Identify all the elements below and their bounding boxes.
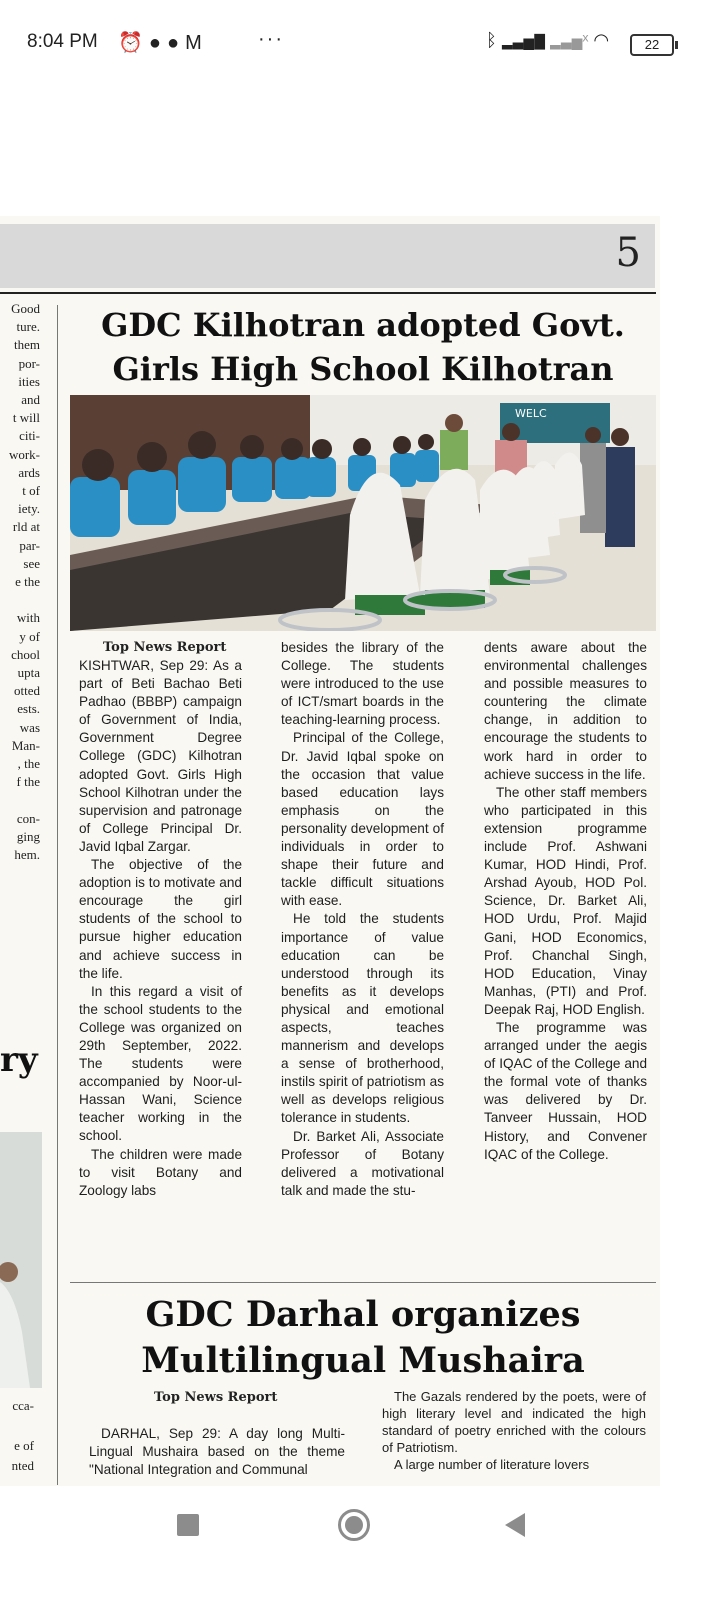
article1-col2-para2: Principal of the College, Dr. Javid Iqbal spoke on the occasion that value based education lays emphasis on the personality development of individuals in order to shape their future and tackle difficult situations with ease. bbox=[281, 730, 444, 909]
left-fragment-line: e the bbox=[15, 574, 40, 590]
left-fragment-lower-line: nted bbox=[11, 1458, 34, 1473]
left-fragment-line: ities bbox=[18, 373, 40, 389]
messenger-icon: ● bbox=[148, 32, 167, 54]
left-fragment-line: otted bbox=[14, 683, 40, 699]
classroom-photo-illustration bbox=[70, 395, 656, 631]
left-fragment-line: ests. bbox=[17, 701, 40, 717]
left-fragment-line: t of bbox=[22, 483, 40, 499]
left-fragment-line: see bbox=[23, 555, 40, 571]
left-column-fragment bbox=[0, 300, 40, 864]
whatsapp-icon: ● bbox=[167, 32, 186, 54]
recent-apps-button[interactable] bbox=[177, 1514, 199, 1536]
article1-col3-para3: The programme was arranged under the aegis of IQAC of the College and the formal vote of thanks was delivered by Dr. Tanveer Hussain, HOD History, and Convener IQAC of the College. bbox=[484, 1019, 647, 1162]
article1-column-2 bbox=[281, 639, 444, 1200]
article2-col2-para2: A large number of literature lovers bbox=[394, 1457, 590, 1472]
left-fragment-lower-line: cca- bbox=[12, 1398, 34, 1413]
left-fragment-line: Good bbox=[11, 301, 40, 316]
article1-photo bbox=[70, 395, 656, 631]
home-button[interactable] bbox=[338, 1509, 370, 1541]
left-fragment-line bbox=[0, 591, 40, 609]
article1-column-3 bbox=[484, 639, 647, 1164]
left-fragment-line: t will bbox=[12, 410, 40, 426]
left-fragment-line: con- bbox=[16, 810, 40, 826]
left-fragment-line: them bbox=[14, 337, 40, 353]
system-icons bbox=[486, 30, 609, 51]
article2-headline-line1: GDC Darhal organizes bbox=[145, 1294, 581, 1335]
left-fragment-line: was bbox=[19, 719, 40, 735]
left-photo-fragment bbox=[0, 1132, 42, 1388]
left-fragment-line: y of bbox=[19, 628, 40, 644]
article1-col2-para1: besides the library of the College. The students were introduced to the use of ICT/smart boards in the teaching-learning process. bbox=[281, 640, 444, 728]
article1-col3-para2: The other staff members who participated in this extension programme include Prof. Ashwani Kumar, HOD Hindi, Prof. Arshad Ayoub, HOD Pol. Science, Dr. Barket Ali, HOD Urdu, Prof. Majid Gani, HOD Economics, Prof. Chanchal Singh, HOD Education, Vinay Manhas, (PTI) and Prof. Deepak Raj, HOD English. bbox=[484, 784, 647, 1017]
bluetooth-icon: ᛒ bbox=[486, 30, 497, 50]
left-fragment-line: rld at bbox=[12, 519, 40, 535]
article2-column-1 bbox=[89, 1425, 345, 1485]
page-header-band bbox=[0, 224, 655, 288]
article2-headline-line2: Multilingual Mushaira bbox=[141, 1340, 585, 1381]
article1-col2-para4: Dr. Barket Ali, Associate Professor of Botany delivered a motivational talk and made the stu- bbox=[281, 1128, 444, 1198]
article1-column-1 bbox=[79, 657, 242, 1200]
left-fragment-line: ture. bbox=[16, 319, 40, 335]
left-fragment-line: citi- bbox=[19, 428, 40, 444]
article1-headline bbox=[66, 303, 660, 391]
wifi-icon: ◠ bbox=[593, 30, 610, 50]
left-fragment-line: with bbox=[16, 610, 40, 626]
article2-col2-para1: The Gazals rendered by the poets, were of high literary level and indicated the high standard of poetry enriched with the colours of Patriotism. bbox=[382, 1389, 646, 1455]
article1-col1-para1: KISHTWAR, Sep 29: As a part of Beti Bachao Beti Padhao (BBBP) campaign of Government of India, Government Degree College (GDC) Kilhotran adopted Govt. Girls High School Kilhotran under the supervision and patronage of College Principal Dr. Javid Iqbal Zargar. bbox=[79, 658, 242, 854]
article-separator bbox=[70, 1282, 656, 1283]
left-fragment-lower-line: e of bbox=[14, 1438, 34, 1453]
article2-headline bbox=[66, 1292, 660, 1384]
article1-col1-para2: The objective of the adoption is to motivate and encourage the girl students of the school to pursue higher education and achieve success in the life. bbox=[79, 857, 242, 981]
left-fragment-line: par- bbox=[19, 537, 40, 553]
header-rule bbox=[0, 292, 656, 294]
left-fragment-line: f the bbox=[16, 774, 40, 790]
signal-icon: ▂▃▅▇ bbox=[501, 30, 546, 50]
notification-icons bbox=[118, 30, 208, 55]
back-button[interactable] bbox=[505, 1513, 525, 1537]
article1-col2-para3: He told the students importance of value education can be understood through its benefits as it develops physical and emotional aspects, teaches mannerism and develops a sense of brotherhood, instils spirit of patriotism as well as develops religious tolerance in students. bbox=[281, 911, 444, 1126]
photo-banner-text: WELC bbox=[515, 407, 547, 420]
status-time: 8:04 PM bbox=[27, 31, 98, 52]
left-fragment-line: por- bbox=[18, 355, 40, 371]
article1-col1-para4: The children were made to visit Botany and Zoology labs bbox=[79, 1146, 242, 1198]
left-fragment-line: chool bbox=[11, 646, 40, 662]
article2-column-2 bbox=[382, 1388, 646, 1485]
page-number: 5 bbox=[615, 230, 641, 276]
alarm-icon: ⏰ bbox=[118, 32, 149, 54]
more-notifications-icon: ··· bbox=[258, 28, 284, 50]
left-fragment-line: and bbox=[21, 392, 40, 408]
signal-icon-2: ▂▃▅ˣ bbox=[550, 30, 589, 50]
left-column-fragment-lower bbox=[0, 1396, 34, 1476]
left-fragment-line: iety. bbox=[18, 501, 40, 517]
article2-byline: Top News Report bbox=[154, 1390, 278, 1405]
left-fragment-line: hem. bbox=[14, 847, 40, 863]
left-fragment-line: , the bbox=[17, 756, 40, 772]
article2-col1-para1: DARHAL, Sep 29: A day long Multi-Lingual Mushaira based on the theme "National Integration and Communal bbox=[89, 1426, 345, 1478]
article1-col3-para1: dents aware about the environmental challenges and possible measures to countering the climate change, in addition to encourage the students to work hard in order to achieve success in the life. bbox=[484, 640, 647, 782]
navigation-bar bbox=[0, 1490, 720, 1600]
article1-byline: Top News Report bbox=[103, 640, 227, 655]
left-fragment-line: work- bbox=[8, 446, 40, 462]
battery-icon: 22 bbox=[630, 34, 674, 56]
left-fragment-line: ging bbox=[16, 828, 40, 844]
left-fragment-line: ards bbox=[18, 464, 40, 480]
left-fragment-line: upta bbox=[17, 665, 40, 681]
left-fragment-line bbox=[0, 791, 40, 809]
left-fragment-line: Man- bbox=[11, 737, 40, 753]
column-divider bbox=[57, 305, 58, 1485]
status-bar bbox=[0, 0, 720, 86]
article1-col1-para3: In this regard a visit of the school students to the College was organized on 29th September, 2022. The students were accompanied by Noor-ul-Hassan Wani, Science teacher working in the school. bbox=[79, 983, 242, 1144]
gmail-icon: M bbox=[185, 32, 208, 54]
article1-headline-line1: GDC Kilhotran adopted Govt. bbox=[101, 306, 625, 344]
left-headline-fragment: ry bbox=[0, 1040, 38, 1080]
article1-headline-line2: Girls High School Kilhotran bbox=[112, 350, 614, 388]
left-fragment-lower-line bbox=[0, 1416, 34, 1436]
